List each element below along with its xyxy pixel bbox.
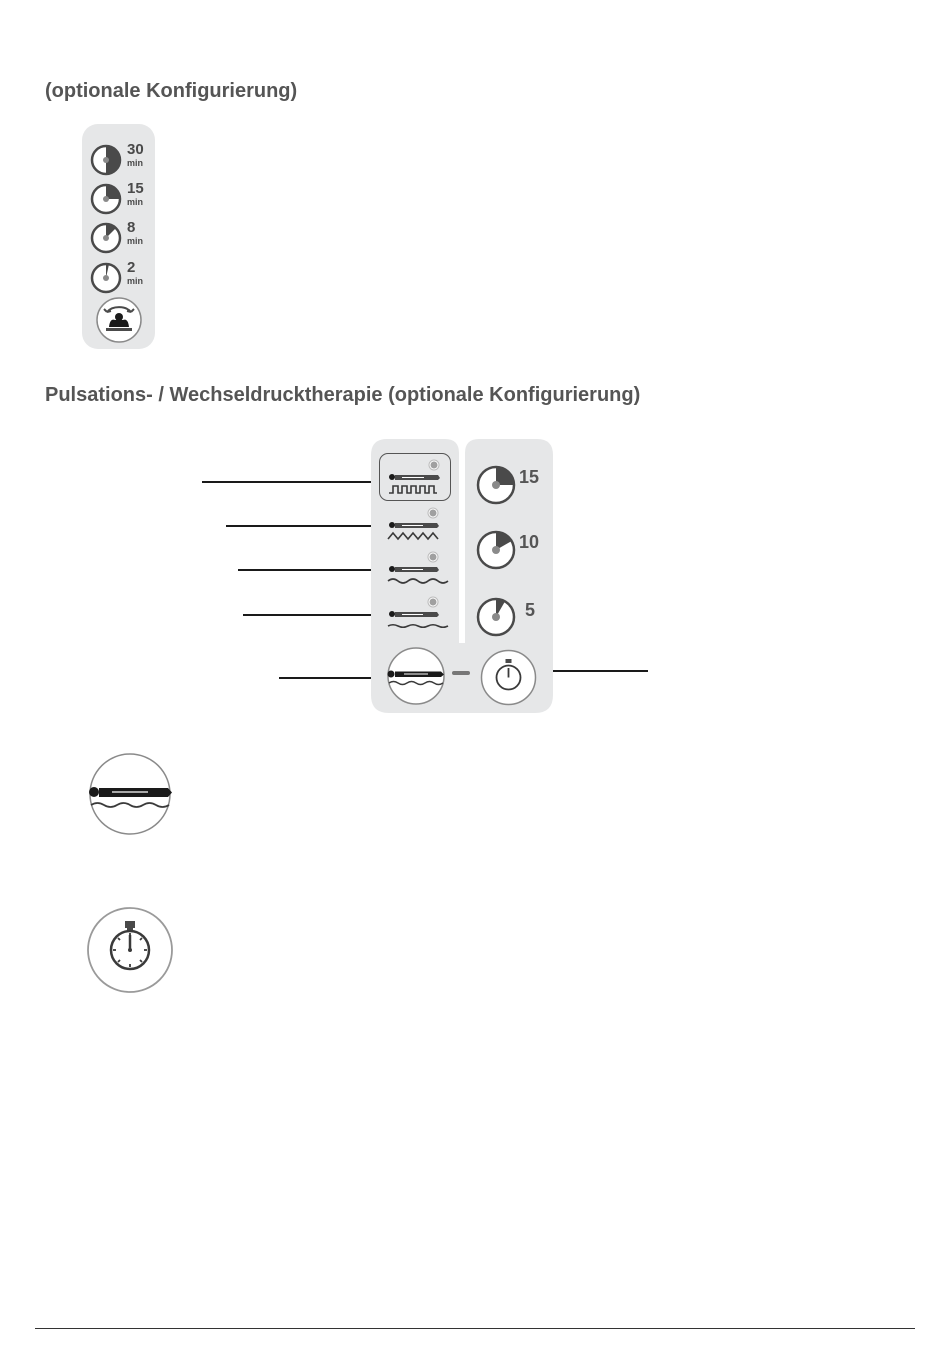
timer-15-icon	[90, 183, 122, 215]
leader-line	[202, 481, 371, 483]
timer-30-option[interactable]	[90, 142, 150, 176]
timer-8-option[interactable]	[90, 220, 150, 254]
pulsation-therapy-button[interactable]	[386, 646, 446, 706]
pulsation-timer-10[interactable]	[475, 527, 550, 571]
timer-2-icon	[90, 262, 122, 294]
leader-line	[238, 569, 371, 571]
turn-timer-panel	[82, 124, 155, 349]
pulsation-medium-wave-icon	[379, 547, 451, 591]
timer-value: 8	[127, 219, 136, 236]
timer-30-icon	[90, 144, 122, 176]
timer-value: 5	[525, 600, 536, 620]
pulsation-square-wave-icon	[380, 454, 450, 500]
timer-10-icon	[475, 529, 517, 571]
timer-8-icon	[90, 222, 122, 254]
leader-line	[226, 525, 371, 527]
patient-turn-button[interactable]	[95, 296, 143, 344]
pulsation-low-wave-icon	[379, 592, 451, 636]
leader-line	[243, 614, 371, 616]
pulsation-mode-4[interactable]	[379, 592, 451, 636]
pulsation-mode-2[interactable]	[379, 503, 451, 547]
timer-unit: min	[127, 158, 144, 168]
timer-value: 2	[127, 259, 136, 276]
pulsation-triangle-wave-icon	[379, 503, 451, 547]
pulsation-mode-3[interactable]	[379, 547, 451, 591]
timer-15-icon	[475, 464, 517, 506]
timer-unit: min	[127, 197, 144, 207]
legend-stopwatch	[86, 906, 174, 994]
section2-heading: Pulsations- / Wechseldrucktherapie (optionale Konfigurierung)	[45, 384, 641, 406]
pulsation-mode-1[interactable]	[379, 453, 451, 501]
timer-15-option[interactable]	[90, 181, 150, 215]
timer-value: 15	[127, 180, 144, 197]
timer-unit: min	[127, 236, 144, 246]
timer-unit: min	[127, 276, 144, 286]
timer-5-icon	[475, 596, 517, 638]
timer-value: 30	[127, 141, 144, 158]
leader-line	[552, 670, 648, 672]
connector-dash	[452, 671, 470, 675]
pulsation-timer-15[interactable]	[475, 462, 550, 506]
timer-value: 15	[519, 467, 540, 487]
timer-value: 10	[519, 532, 540, 552]
legend-pulsation-therapy	[86, 752, 174, 836]
section1-heading: (optionale Konfigurierung)	[45, 80, 298, 102]
pulsation-timer-5[interactable]	[475, 594, 550, 638]
footer-divider	[35, 1328, 915, 1329]
timer-start-button[interactable]	[480, 649, 537, 706]
timer-2-option[interactable]	[90, 260, 150, 294]
leader-line	[279, 677, 371, 679]
